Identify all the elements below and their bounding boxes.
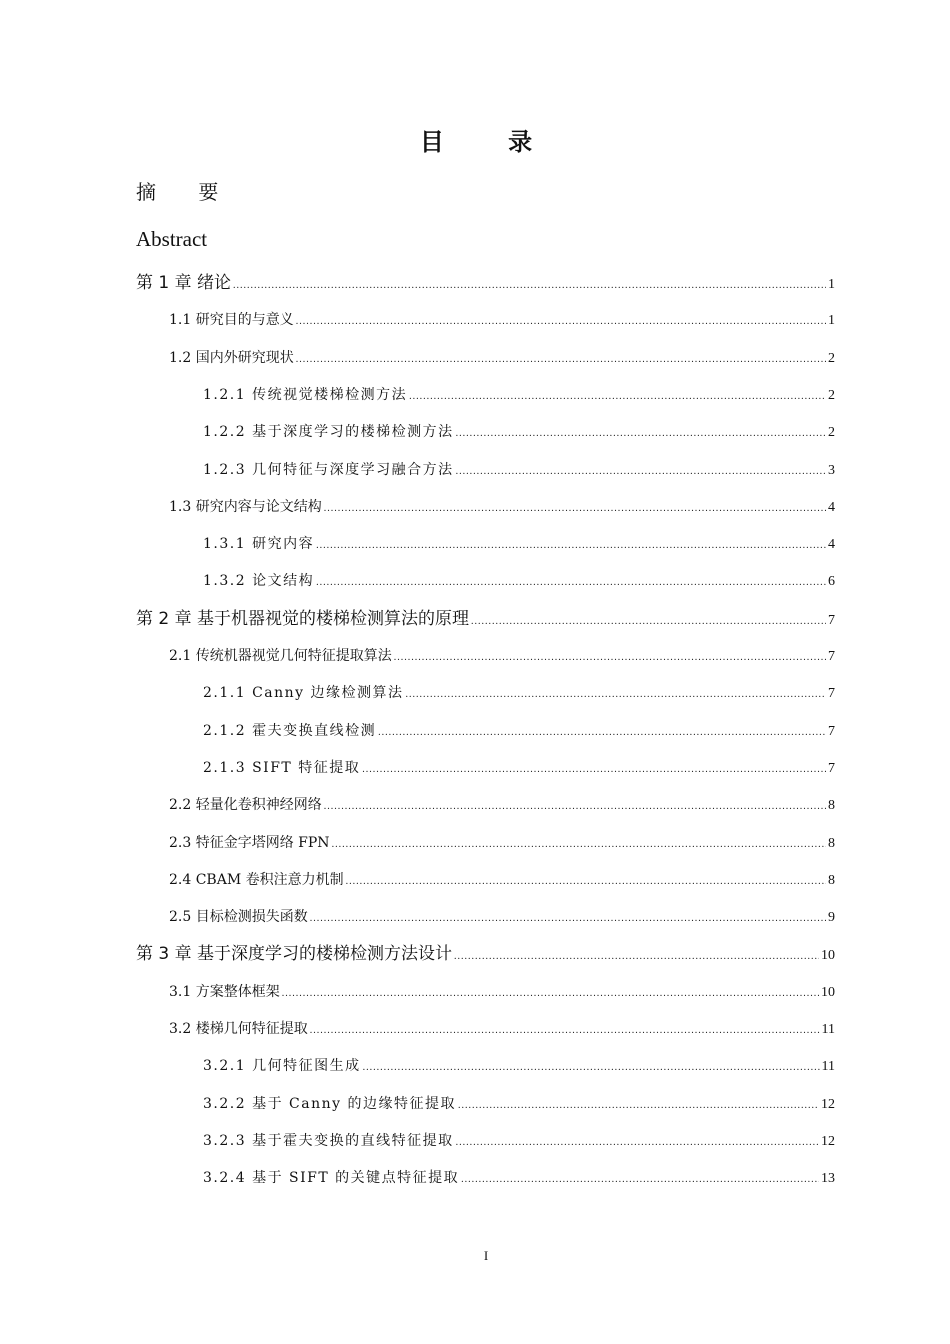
dot-leader [296, 311, 826, 333]
toc-entry[interactable] [203, 757, 835, 779]
dot-leader [406, 684, 826, 706]
toc-entry-page: 12 [821, 1134, 835, 1149]
abstract-en-heading[interactable]: Abstract [136, 227, 208, 251]
dot-leader [296, 349, 826, 371]
dot-leader [316, 572, 826, 594]
toc-entry-label: 第 3 章 基于深度学习的楼梯检测方法设计 [136, 944, 453, 964]
dot-leader [332, 834, 826, 856]
toc-entry-page: 13 [821, 1171, 835, 1186]
toc-entry[interactable] [136, 943, 835, 965]
dot-leader [409, 386, 826, 408]
toc-entry-label: 1.3 研究内容与论文结构 [169, 499, 322, 515]
toc-entry-label: 2.4 CBAM 卷积注意力机制 [169, 872, 344, 888]
dot-leader [456, 1132, 819, 1154]
toc-entry-page: 1 [828, 313, 835, 328]
toc-entry-label: 3.2.3 基于霍夫变换的直线特征提取 [203, 1133, 454, 1149]
toc-entry-page: 8 [828, 873, 835, 888]
toc-entry[interactable] [169, 869, 835, 891]
toc-entry-page: 1 [828, 277, 835, 292]
dot-leader [310, 908, 826, 930]
toc-entry-label: 1.3.2 论文结构 [203, 573, 315, 589]
toc-entry[interactable] [203, 459, 835, 481]
toc-entry[interactable] [203, 384, 835, 406]
toc-entry-label: 1.2.2 基于深度学习的楼梯检测方法 [203, 424, 454, 440]
dot-leader [282, 983, 819, 1005]
toc-entry-page: 8 [828, 836, 835, 851]
dot-leader [363, 1057, 820, 1079]
toc-entry-label: 3.2.2 基于 Canny 的边缘特征提取 [203, 1096, 456, 1112]
toc-entry-page: 7 [828, 613, 835, 628]
toc-entry-page: 2 [828, 425, 835, 440]
toc-entry-page: 12 [821, 1097, 835, 1112]
toc-entry[interactable] [169, 794, 835, 816]
toc-entry[interactable] [203, 1130, 835, 1152]
toc-entry-label: 1.1 研究目的与意义 [169, 312, 294, 328]
toc-entry-page: 8 [828, 798, 835, 813]
toc-entry[interactable] [169, 309, 835, 331]
page-number: I [483, 1248, 489, 1263]
toc-entry-label: 第 2 章 基于机器视觉的楼梯检测算法的原理 [136, 609, 470, 629]
page-title: 目 录 [419, 128, 561, 156]
dot-leader [316, 535, 826, 557]
dot-leader [324, 796, 826, 818]
toc-entry[interactable] [203, 1093, 835, 1115]
toc-entry-label: 2.5 目标检测损失函数 [169, 909, 308, 925]
toc-entry-label: 2.1 传统机器视觉几何特征提取算法 [169, 648, 392, 664]
toc-entry-label: 2.3 特征金字塔网络 FPN [169, 835, 330, 851]
toc-entry-page: 3 [828, 463, 835, 478]
dot-leader [454, 946, 819, 968]
dot-leader [458, 1095, 819, 1117]
toc-entry[interactable] [203, 570, 835, 592]
toc-entry-page: 7 [828, 686, 835, 701]
toc-entry[interactable] [136, 608, 835, 630]
toc-entry-label: 2.1.1 Canny 边缘检测算法 [203, 685, 404, 701]
toc-entry-label: 3.2.1 几何特征图生成 [203, 1058, 361, 1074]
toc-entry[interactable] [203, 720, 835, 742]
toc-entry[interactable] [203, 1055, 835, 1077]
toc-entry[interactable] [203, 682, 835, 704]
toc-entry-page: 7 [828, 724, 835, 739]
dot-leader [456, 423, 826, 445]
dot-leader [394, 647, 826, 669]
toc-entry-page: 2 [828, 351, 835, 366]
toc-entry-label: 1.2.1 传统视觉楼梯检测方法 [203, 387, 408, 403]
toc-entry-page: 7 [828, 761, 835, 776]
dot-leader [456, 461, 826, 483]
toc-entry-page: 2 [828, 388, 835, 403]
toc-entry-label: 2.1.3 SIFT 特征提取 [203, 760, 361, 776]
toc-entry-page: 7 [828, 649, 835, 664]
dot-leader [471, 611, 826, 633]
dot-leader [310, 1020, 820, 1042]
toc-entry-label: 2.2 轻量化卷积神经网络 [169, 797, 322, 813]
toc-entry[interactable] [136, 272, 835, 294]
toc-entry-page: 11 [821, 1059, 835, 1074]
toc-entry-label: 3.2.4 基于 SIFT 的关键点特征提取 [203, 1170, 460, 1186]
toc-entry-page: 4 [828, 537, 835, 552]
abstract-cn-heading[interactable]: 摘 要 [136, 180, 237, 204]
toc-entry[interactable] [169, 645, 835, 667]
toc-entry[interactable] [169, 981, 835, 1003]
dot-leader [461, 1169, 819, 1191]
dot-leader [362, 759, 826, 781]
toc-entry[interactable] [203, 533, 835, 555]
dot-leader [233, 275, 826, 297]
toc-entry[interactable] [203, 421, 835, 443]
toc-entry-page: 4 [828, 500, 835, 515]
toc-entry[interactable] [169, 496, 835, 518]
toc-entry-page: 10 [821, 985, 835, 1000]
toc-entry-page: 10 [821, 948, 835, 963]
toc-entry-page: 6 [828, 574, 835, 589]
toc-entry-label: 1.2.3 几何特征与深度学习融合方法 [203, 462, 454, 478]
toc-entry-label: 3.1 方案整体框架 [169, 984, 280, 1000]
toc-entry[interactable] [169, 1018, 835, 1040]
dot-leader [378, 722, 826, 744]
toc-entry-label: 1.3.1 研究内容 [203, 536, 315, 552]
toc-entry[interactable] [169, 906, 835, 928]
toc-entry-label: 3.2 楼梯几何特征提取 [169, 1021, 308, 1037]
toc-entry[interactable] [169, 347, 835, 369]
dot-leader [324, 498, 826, 520]
toc-entry-label: 第 1 章 绪论 [136, 273, 232, 293]
toc-entry-label: 2.1.2 霍夫变换直线检测 [203, 723, 377, 739]
toc-entry[interactable] [203, 1167, 835, 1189]
toc-entry-page: 11 [821, 1022, 835, 1037]
toc-entry[interactable] [169, 832, 835, 854]
toc-entry-page: 9 [828, 910, 835, 925]
dot-leader [346, 871, 826, 893]
toc-entry-label: 1.2 国内外研究现状 [169, 350, 294, 366]
